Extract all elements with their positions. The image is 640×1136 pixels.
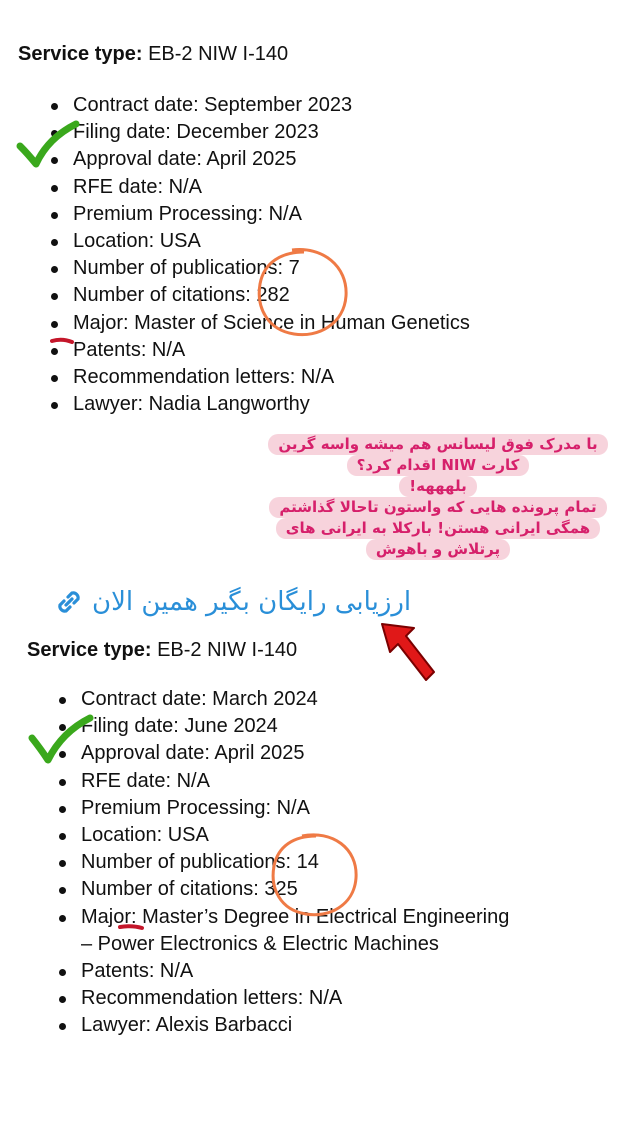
case2-premium-processing: Premium Processing: N/A [81, 795, 521, 822]
promo-line: پرتلاش و باهوش [366, 539, 510, 560]
case2-approval-date: Approval date: April 2025 [81, 740, 521, 767]
case1-service-value: EB-2 NIW I-140 [148, 43, 289, 65]
case1-citations: Number of citations: 282 [73, 282, 470, 309]
case1-approval-date: Approval date: April 2025 [73, 146, 470, 173]
case2-citations: Number of citations: 325 [81, 876, 521, 903]
link-icon [52, 585, 86, 619]
case1-details-list [73, 92, 470, 418]
case2-contract-date: Contract date: March 2024 [81, 686, 521, 713]
case2-service-label: Service type: [27, 639, 152, 661]
promo-line: همگی ایرانی هستن! بارکلا به ایرانی های [276, 518, 600, 539]
case1-publications: Number of publications: 7 [73, 255, 470, 282]
case1-contract-date: Contract date: September 2023 [73, 92, 470, 119]
case2-service-type [27, 638, 297, 662]
case2-location: Location: USA [81, 822, 521, 849]
case1-recommendation-letters: Recommendation letters: N/A [73, 364, 470, 391]
case1-checkmark-icon [14, 118, 80, 174]
case2-patents: Patents: N/A [81, 958, 521, 985]
case2-rfe-date: RFE date: N/A [81, 768, 521, 795]
red-arrow-icon [374, 616, 440, 686]
case2-filing-date: Filing date: June 2024 [81, 713, 521, 740]
case2-major: Major: Master’s Degree in Electrical Engineering – Power Electronics & Electric Machines [81, 904, 521, 958]
promo-line: با مدرک فوق لیسانس هم میشه واسه گرین [268, 434, 607, 455]
case1-patents: Patents: N/A [73, 337, 470, 364]
case2-lawyer: Lawyer: Alexis Barbacci [81, 1012, 521, 1039]
case2-details-list [81, 686, 521, 1040]
case2-service-value: EB-2 NIW I-140 [157, 639, 298, 661]
promo-line: کارت NIW اقدام کرد؟ [347, 455, 530, 476]
case1-service-label: Service type: [18, 43, 143, 65]
case1-location: Location: USA [73, 228, 470, 255]
case2-publications: Number of publications: 14 [81, 849, 521, 876]
case1-premium-processing: Premium Processing: N/A [73, 201, 470, 228]
free-evaluation-link[interactable] [52, 582, 412, 622]
case2-recommendation-letters: Recommendation letters: N/A [81, 985, 521, 1012]
promo-text-box [258, 434, 618, 560]
free-evaluation-label: ارزیابی رایگان بگیر همین الان [92, 587, 412, 617]
promo-line: تمام پرونده هایی که واستون تاحالا گذاشتم [269, 497, 606, 518]
case1-filing-date: Filing date: December 2023 [73, 119, 470, 146]
case1-major: Major: Master of Science in Human Genetics [73, 310, 470, 337]
promo-line: بلهههه! [399, 476, 476, 497]
case1-rfe-date: RFE date: N/A [73, 174, 470, 201]
case1-lawyer: Lawyer: Nadia Langworthy [73, 391, 470, 418]
case1-service-type [18, 42, 288, 66]
